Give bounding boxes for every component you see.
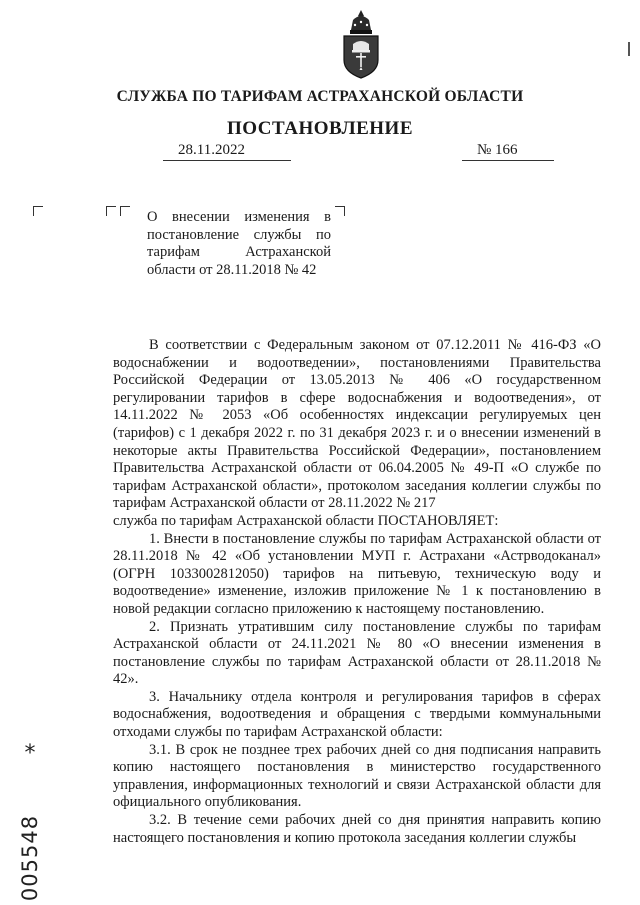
corner-bracket-left [33, 206, 43, 216]
coat-of-arms-emblem [338, 8, 384, 80]
corner-bracket-right [335, 206, 345, 216]
stamp-mark: * [24, 741, 36, 766]
item-2-paragraph: 2. Признать утратившим силу постановление службы по тарифам Астраханской области от 24.11.2021 № 80 «О внесении изменения в постановление службы по тарифам Астраханской области от 28.11.2018 № 42». [113, 618, 601, 688]
organization-name: СЛУЖБА ПО ТАРИФАМ АСТРАХАНСКОЙ ОБЛАСТИ [116, 88, 524, 105]
margin-stamp [18, 730, 44, 900]
document-subject [147, 209, 331, 279]
item-3-2-paragraph: 3.2. В течение семи рабочих дней со дня принятия направить копию настоящего постановления и копию протокола заседания коллегии службы [113, 812, 601, 846]
scan-edge-mark [628, 42, 630, 56]
subject-line: области от 28.11.2018 № 42 [147, 261, 317, 278]
subject-line: постановление службы по [147, 226, 331, 243]
stamp-serial: 005548 [18, 814, 42, 902]
item-1-paragraph: 1. Внести в постановление службы по тарифам Астраханской области от 28.11.2018 № 42 «Об установлении МУП г. Астрахани «Астрводоканал» (ОГРН 1033002812050) тарифов на питьевую, техническую воду и водоотведение» изменение, изложив приложение № 1 к постановлению в новой редакции согласно приложению к настоящему постановлению. [113, 530, 601, 617]
item-3-1-paragraph: 3.1. В срок не позднее трех рабочих дней со дня подписания направить копию настоящего постановления в министерство государственного управления, информационных технологий и связи Астраханской области для официального опубликования. [113, 741, 601, 811]
subject-line: тарифам Астраханской [147, 244, 331, 260]
item-3-paragraph: 3. Начальнику отдела контроля и регулирования тарифов в сферах водоснабжения, водоотведения и обращения с твердыми коммунальными отходами службы по тарифам Астраханской области: [113, 688, 601, 741]
document-number: № 166 [477, 142, 518, 158]
document-body [113, 337, 601, 847]
subject-line: О внесении изменения в [147, 209, 331, 225]
resolution-line: служба по тарифам Астраханской области ПОСТАНОВЛЯЕТ: [113, 512, 499, 529]
date-underline [163, 160, 291, 161]
corner-bracket-mid-b [120, 206, 130, 216]
preamble-paragraph: В соответствии с Федеральным законом от 07.12.2011 № 416-ФЗ «О водоснабжении и водоотведении», постановлениями Правительства Российской Федерации от 13.05.2013 № 406 «О государственном регулировании тарифов в сфере водоснабжения и водоотведения», от 14.11.2022 № 2053 «Об особенностях индексации регулируемых цен (тарифов) с 1 декабря 2022 г. по 31 декабря 2023 г. и о внесении изменений в некоторые акты Правительства Российской Федерации», постановлением Правительства Астраханской области от 06.04.2005 № 49-П «О службе по тарифам Астраханской области», протоколом заседания коллегии службы по тарифам Астраханской области от 28.11.2022 № 217 [113, 337, 601, 512]
number-underline [462, 160, 554, 161]
document-type: ПОСТАНОВЛЕНИЕ [226, 118, 414, 139]
document-date: 28.11.2022 [178, 142, 245, 158]
corner-bracket-mid-a [106, 206, 116, 216]
